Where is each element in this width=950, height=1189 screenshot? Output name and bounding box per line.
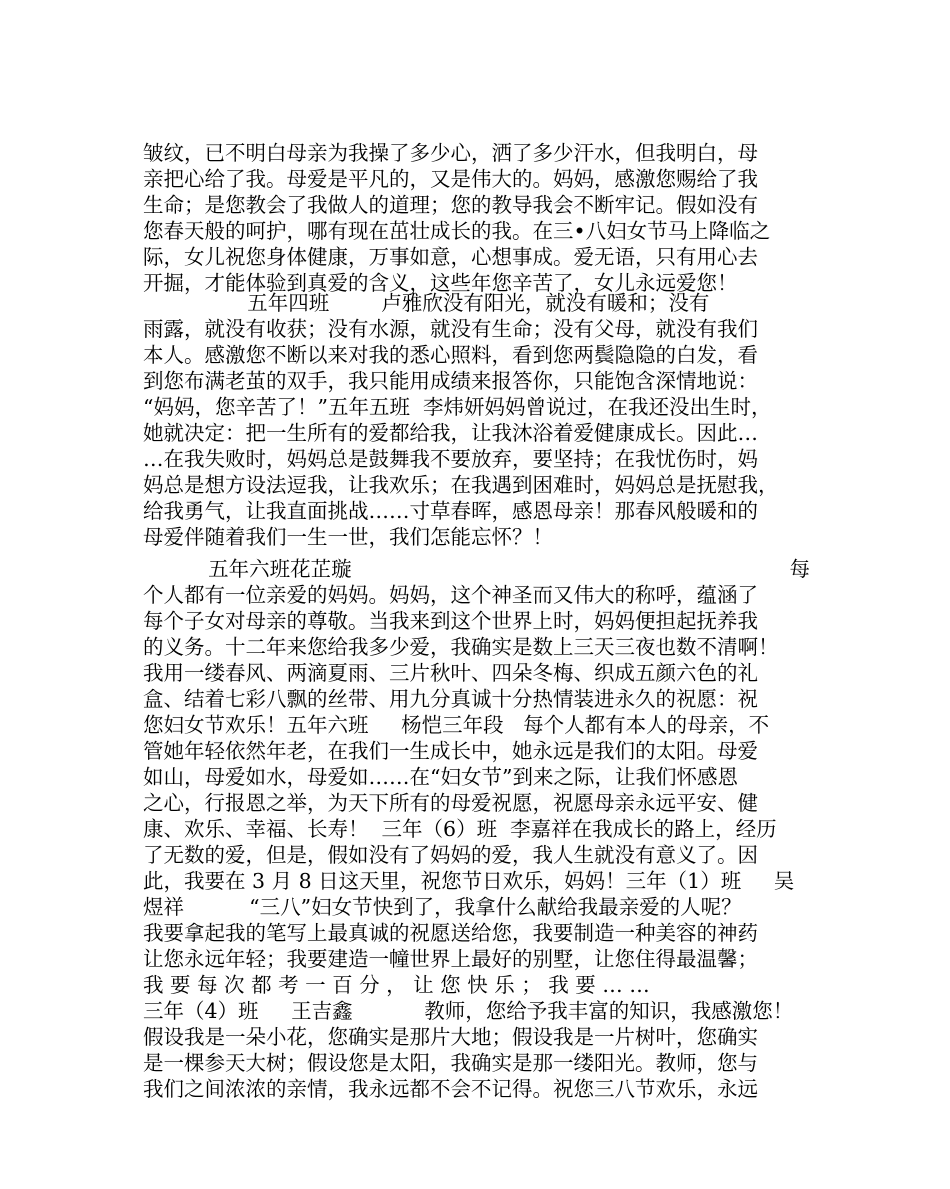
text-line: 我 要 每 次 都 考 一 百 分 ， 让 您 快 乐 ； 我 要 … … xyxy=(143,973,650,997)
text-line: 生命；是您教会了我做人的道理；您的教导我会不断牢记。假如没有 xyxy=(143,193,758,217)
text-line: 亲把心给了我。母爱是平凡的，又是伟大的。妈妈，感激您赐给了我 xyxy=(143,167,758,191)
text-line: 此，我要在 3 月 8 日这天里，祝您节日欢乐，妈妈！三年（1）班 吴 xyxy=(143,869,795,893)
text-line: 让您永远年轻；我要建造一幢世界上最好的别墅，让您住得最温馨； xyxy=(143,947,758,971)
text-line: 她就决定：把一生所有的爱都给我，让我沐浴着爱健康成长。因此… xyxy=(143,421,758,445)
text-line: 康、欢乐、幸福、长寿！ 三年（6）班 李嘉祥在我成长的路上，经历 xyxy=(143,817,777,841)
text-line: 煜祥 “三八”妇女节快到了，我拿什么献给我最亲爱的人呢？ xyxy=(143,895,742,919)
text-line: “妈妈，您辛苦了！”五年五班 李炜妍妈妈曾说过，在我还没出生时， xyxy=(143,395,772,419)
text-line: 开掘，才能体验到真爱的含义，这些年您辛苦了，女儿永远爱您！ xyxy=(143,271,738,295)
text-line: 是一棵参天大树；假设您是太阳，我确实是那一缕阳光。教师，您与 xyxy=(143,1051,758,1075)
text-line: 皱纹，已不明白母亲为我操了多少心，洒了多少汗水，但我明白，母 xyxy=(143,141,758,165)
text-line: 母爱伴随着我们一生一世，我们怎能忘怀？！ xyxy=(143,525,553,549)
text-line: 了无数的爱，但是，假如没有了妈妈的爱，我人生就没有意义了。因 xyxy=(143,843,758,867)
text-line: 如山，母爱如水，母爱如……在“妇女节”到来之际，让我们怀感恩 xyxy=(143,765,738,789)
text-line: 您妇女节欢乐！五年六班 杨恺三年段 每个人都有本人的母亲，不 xyxy=(143,713,770,737)
text-line: 际，女儿祝您身体健康，万事如意，心想事成。爱无语，只有用心去 xyxy=(143,245,758,269)
text-line: 妈总是想方设法逗我，让我欢乐；在我遇到困难时，妈妈总是抚慰我， xyxy=(143,473,779,497)
text-line: 五年四班 卢雅欣没有阳光，就没有暖和；没有 xyxy=(143,291,710,315)
text-line: 管她年轻依然年老，在我们一生成长中，她永远是我们的太阳。母爱 xyxy=(143,739,758,763)
text-line: 假设我是一朵小花，您确实是那片大地；假设我是一片树叶，您确实 xyxy=(143,1025,758,1049)
text-line: …在我失败时，妈妈总是鼓舞我不要放弃，要坚持；在我忧伤时，妈 xyxy=(143,447,758,471)
text-line: 的义务。十二年来您给我多少爱，我确实是数上三天三夜也数不清啊！ xyxy=(143,635,779,659)
text-line: 您春天般的呵护，哪有现在茁壮成长的我。在三•八妇女节马上降临之 xyxy=(143,219,771,243)
text-line: 五年六班花芷璇 xyxy=(143,557,352,581)
text-line: 三年（4）班 王吉鑫 教师，您给予我丰富的知识，我感激您！ xyxy=(143,999,794,1023)
text-line: 每个子女对母亲的尊敬。当我来到这个世界上时，妈妈便担起抚养我 xyxy=(143,609,758,633)
text-line: 盒、结着七彩八飘的丝带、用九分真诚十分热情装进永久的祝愿：祝 xyxy=(143,687,758,711)
text-line: 我用一缕春风、两滴夏雨、三片秋叶、四朵冬梅、织成五颜六色的礼 xyxy=(143,661,758,685)
text-line: 给我勇气，让我直面挑战……寸草春晖，感恩母亲！那春风般暖和的 xyxy=(143,499,758,523)
text-line: 雨露，就没有收获；没有水源，就没有生命；没有父母，就没有我们 xyxy=(143,317,758,341)
text-line: 到您布满老茧的双手，我只能用成绩来报答你，只能饱含深情地说： xyxy=(143,369,758,393)
text-line: 之心，行报恩之举，为天下所有的母爱祝愿，祝愿母亲永远平安、健 xyxy=(143,791,758,815)
text-line-end: 每 xyxy=(789,557,810,581)
text-line: 个人都有一位亲爱的妈妈。妈妈，这个神圣而又伟大的称呼，蕴涵了 xyxy=(143,583,758,607)
text-line: 我要拿起我的笔写上最真诚的祝愿送给您，我要制造一种美容的神药 xyxy=(143,921,758,945)
text-line: 我们之间浓浓的亲情，我永远都不会不记得。祝您三八节欢乐，永远 xyxy=(143,1077,758,1101)
text-line: 本人。感激您不断以来对我的悉心照料，看到您两鬓隐隐的白发，看 xyxy=(143,343,758,367)
